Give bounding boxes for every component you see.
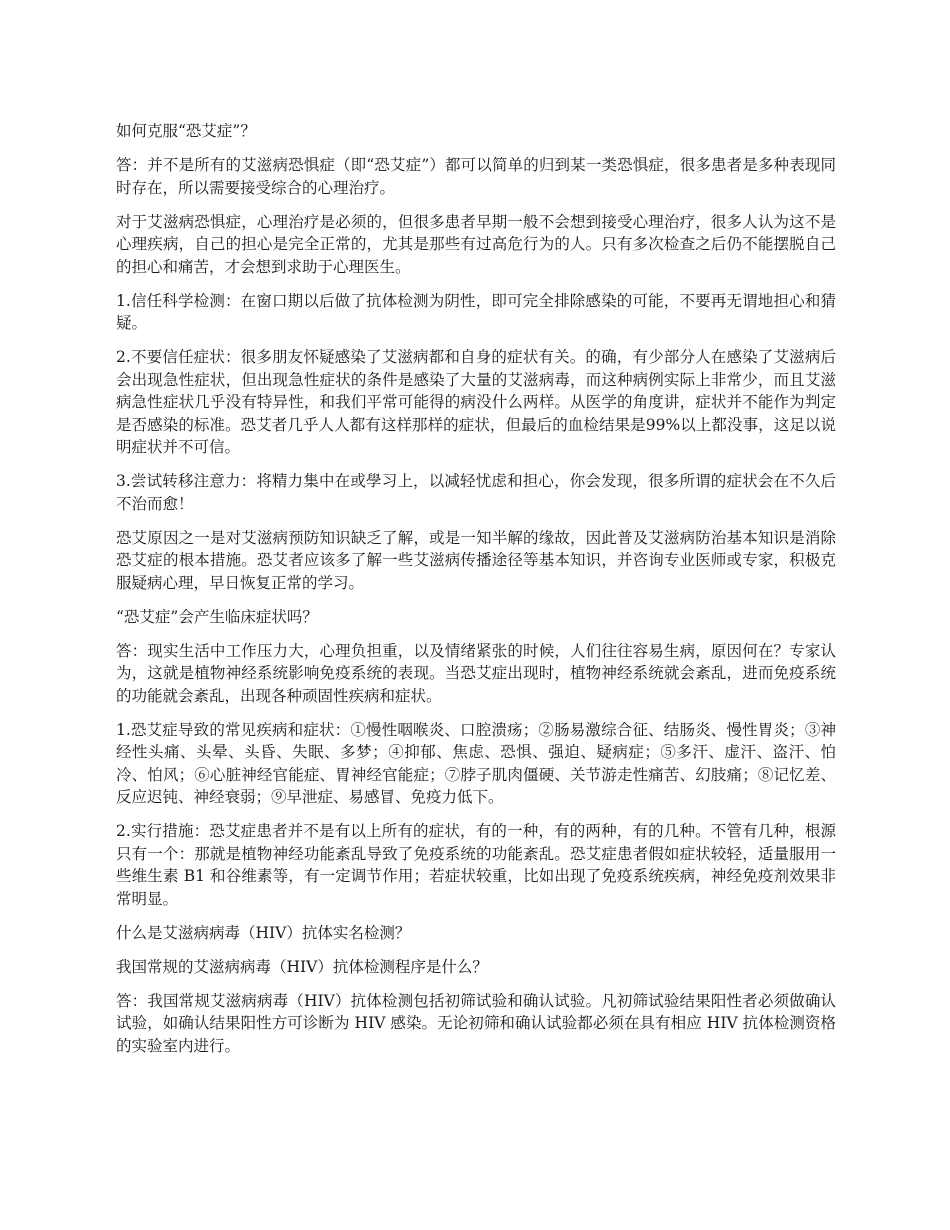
numbered-item: 2.不要信任症状：很多朋友怀疑感染了艾滋病都和自身的症状有关。的确，有少部分人在感染了艾滋病后会出现急性症状，但出现急性症状的条件是感染了大量的艾滋病毒，而这种病例实际上非常少，而且艾滋病急性症状几乎没有特异性，和我们平常可能得的病没什么两样。从医学的角度讲，症状并不能作为判定是否感染的标准。恐艾者几乎人人都有这样那样的症状，但最后的血检结果是99%以上都没事，这足以说明症状并不可信。 xyxy=(116,348,836,456)
numbered-item: 1.恐艾症导致的常见疾病和症状：①慢性咽喉炎、口腔溃疡；②肠易激综合征、结肠炎、慢性胃炎；③神经性头痛、头晕、头昏、失眠、多梦；④抑郁、焦虑、恐惧、强迫、疑病症；⑤多汗、虚汗、盗汗、怕冷、怕风；⑥心脏神经官能症、胃神经官能症；⑦脖子肌肉僵硬、关节游走性痛苦、幻肢痛；⑧记忆差、反应迟钝、神经衰弱；⑨早泄症、易感冒、免疫力低下。 xyxy=(116,720,836,806)
numbered-item: 3.尝试转移注意力：将精力集中在或學习上，以减轻忧虑和担心，你会发现，很多所谓的症状会在不久后不治而愈！ xyxy=(116,472,836,513)
document-body xyxy=(116,120,836,1069)
question-heading-symptoms: “恐艾症”会产生临床症状吗？ xyxy=(116,607,318,626)
answer-paragraph: 答：我国常规艾滋病病毒（HIV）抗体检测包括初筛试验和确认试验。凡初筛试验结果阳性者必须做确认试验，如确认结果阳性方可诊断为 HIV 感染。无论初筛和确认试验都必须在具有相应 HIV 抗体检测资格的实验室内进行。 xyxy=(116,991,836,1055)
answer-paragraph: 答：并不是所有的艾滋病恐惧症（即“恐艾症”）都可以简单的归到某一类恐惧症，很多患者是多种表现同时存在，所以需要接受综合的心理治疗。 xyxy=(116,156,836,197)
question-heading-overcome: 如何克服“恐艾症”？ xyxy=(116,122,256,140)
numbered-item: 2.实行措施：恐艾症患者并不是有以上所有的症状，有的一种，有的两种，有的几种。不管有几种，根源只有一个：那就是植物神经功能紊乱导致了免疫系统的功能紊乱。恐艾症患者假如症状较轻，适量服用一些维生素 B1 和谷维素等，有一定调节作用；若症状较重，比如出现了免疫系统疾病，神经免疫剂效果非常明显。 xyxy=(116,822,836,908)
question-heading-realname-test: 什么是艾滋病病毒（HIV）抗体实名检测？ xyxy=(116,923,411,942)
body-paragraph: 对于艾滋病恐惧症，心理治疗是必须的，但很多患者早期一般不会想到接受心理治疗，很多人认为这不是心理疾病，自己的担心是完全正常的，尤其是那些有过高危行为的人。只有多次检查之后仍不能摆脱自己的担心和痛苦，才会想到求助于心理医生。 xyxy=(116,212,836,276)
answer-paragraph: 答：现实生活中工作压力大，心理负担重，以及情绪紧张的时候，人们往往容易生病，原因何在？专家认为，这就是植物神经系统影响免疫系统的表现。当恐艾症出现时，植物神经系统就会紊乱，进而免疫系统的功能就会紊乱，出现各种顽固性疾病和症状。 xyxy=(116,641,836,705)
numbered-item: 1.信任科学检测：在窗口期以后做了抗体检测为阴性，即可完全排除感染的可能，不要再无谓地担心和猜疑。 xyxy=(116,291,836,332)
question-heading-test-procedure: 我国常规的艾滋病病毒（HIV）抗体检测程序是什么？ xyxy=(116,957,488,976)
body-paragraph: 恐艾原因之一是对艾滋病预防知识缺乏了解，或是一知半解的缘故，因此普及艾滋病防治基本知识是消除恐艾症的根本措施。恐艾者应该多了解一些艾滋病传播途径等基本知识，并咨询专业医师或专家，积极克服疑病心理，早日恢复正常的学习。 xyxy=(116,528,836,592)
